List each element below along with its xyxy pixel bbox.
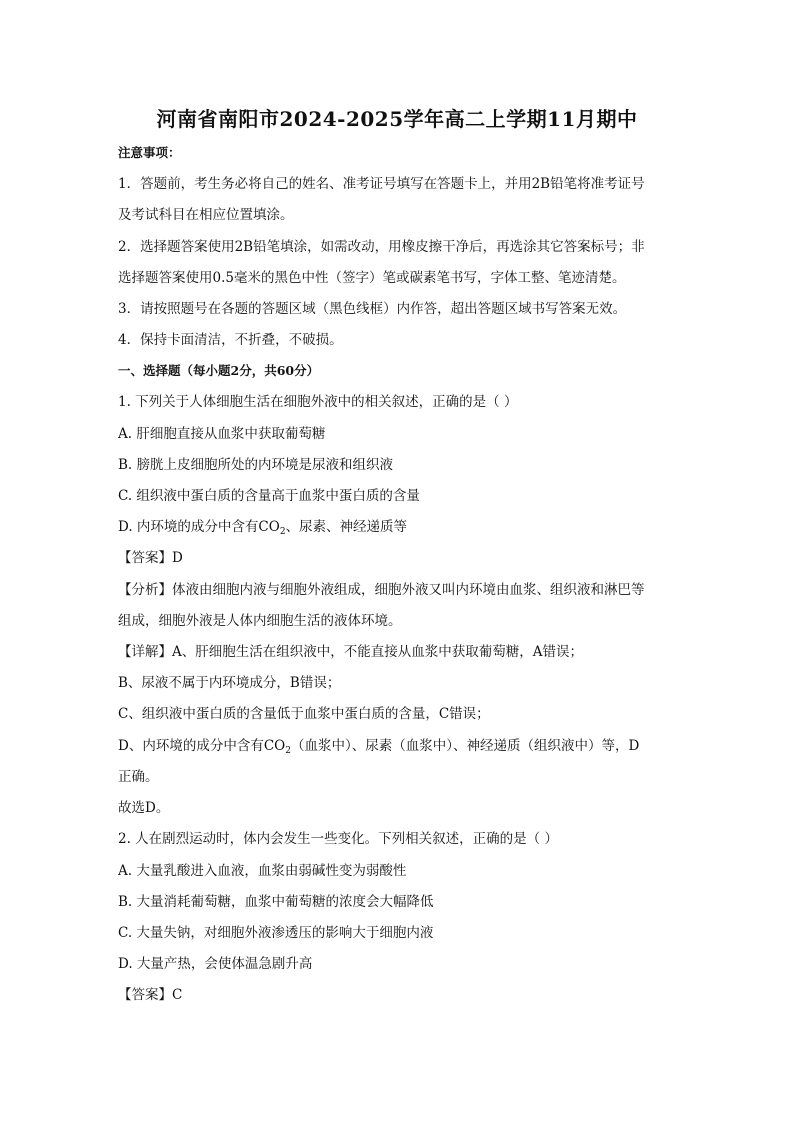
question-2-answer: 【答案】C (118, 987, 183, 1003)
question-1-analysis-line-1: 【分析】体液由细胞内液与细胞外液组成，细胞外液又叫内环境由血浆、组织液和淋巴等 (118, 582, 645, 598)
option-d-text-end: 、尿素、神经递质等 (285, 519, 408, 535)
question-1-option-a: A. 肝细胞直接从血浆中获取葡萄糖 (118, 426, 326, 442)
option-d-text-start: D. 内环境的成分中含有CO (118, 519, 280, 535)
notice-item-3: 3．请按照题号在各题的答题区域（黑色线框）内作答，超出答题区域书写答案无效。 (118, 301, 627, 317)
detail-d-subscript: 2 (285, 746, 291, 755)
question-1-analysis-line-2: 组成，细胞外液是人体内细胞生活的液体环境。 (118, 613, 402, 629)
question-2-option-c: C. 大量失钠，对细胞外液渗透压的影响大于细胞内液 (118, 925, 434, 941)
question-1-option-d (118, 518, 678, 536)
notice-item-4: 4．保持卡面清洁，不折叠，不破损。 (118, 332, 343, 348)
question-1-detail-line-5: 正确。 (118, 769, 159, 785)
notice-item-2-line-1: 2．选择题答案使用2B铅笔填涂，如需改动，用橡皮擦干净后，再选涂其它答案标号；非 (118, 239, 645, 255)
question-2-option-a: A. 大量乳酸进入血液，血浆由弱碱性变为弱酸性 (118, 863, 407, 879)
question-1-option-b: B. 膀胱上皮细胞所处的内环境是尿液和组织液 (118, 457, 394, 473)
detail-d-text-start: D、内环境的成分中含有CO (118, 738, 286, 754)
notice-item-1-line-2: 及考试科目在相应位置填涂。 (118, 207, 294, 223)
question-2-option-b: B. 大量消耗葡萄糖，血浆中葡萄糖的浓度会大幅降低 (118, 894, 434, 910)
question-1-detail-line-1: 【详解】A、肝细胞生活在组织液中，不能直接从血浆中获取葡萄糖，A错误； (118, 644, 583, 660)
notice-heading: 注意事项： (118, 145, 181, 160)
question-1-answer: 【答案】D (118, 550, 183, 566)
detail-d-text-end: （血浆中）、尿素（血浆中）、神经递质（组织液中）等，D (290, 738, 640, 754)
question-1-stem: 1. 下列关于人体细胞生活在细胞外液中的相关叙述，正确的是（ ） (118, 394, 518, 410)
document-title: 河南省南阳市2024-2025学年高二上学期11月期中 (156, 107, 638, 131)
option-d-subscript: 2 (279, 527, 286, 536)
question-1-detail-line-3: C、组织液中蛋白质的含量低于血浆中蛋白质的含量，C错误； (118, 706, 490, 722)
notice-item-2-line-2: 选择题答案使用0.5毫米的黑色中性（签字）笔或碳素笔书写，字体工整、笔迹清楚。 (118, 270, 626, 286)
notice-item-1-line-1: 1．答题前，考生务必将自己的姓名、准考证号填写在答题卡上，并用2B铅笔将准考证号 (118, 176, 645, 192)
question-2-stem: 2. 人在剧烈运动时，体内会发生一些变化。下列相关叙述，正确的是（ ） (118, 831, 558, 847)
question-1-detail-line-4 (118, 737, 678, 755)
question-1-detail-line-2: B、尿液不属于内环境成分，B错误； (118, 675, 341, 691)
question-1-option-c: C. 组织液中蛋白质的含量高于血浆中蛋白质的含量 (118, 488, 420, 504)
section-heading: 一、选择题（每小题2分，共60分） (118, 363, 320, 378)
question-1-conclusion: 故选D。 (118, 800, 170, 816)
question-2-option-d: D. 大量产热，会使体温急剧升高 (118, 956, 313, 972)
